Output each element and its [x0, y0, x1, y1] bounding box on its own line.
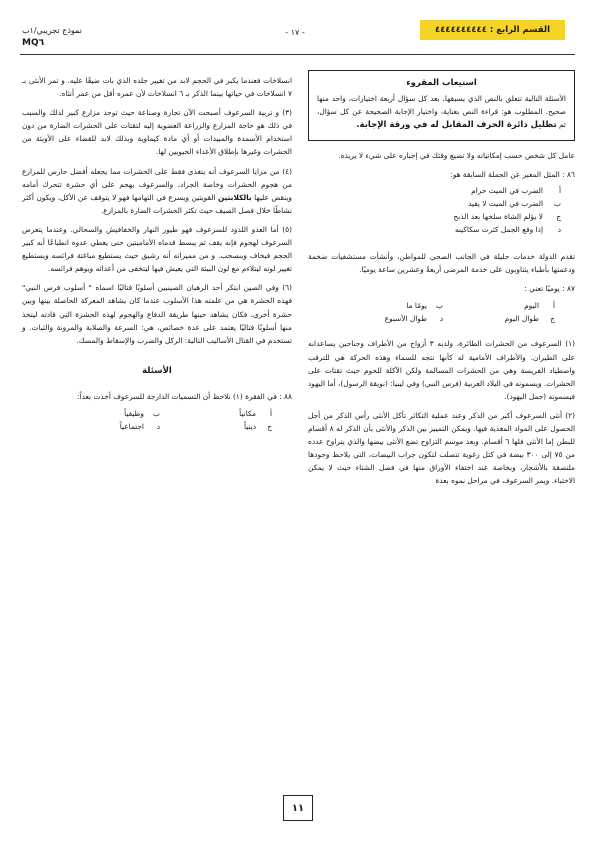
- q87-options: [308, 299, 575, 325]
- option-letter[interactable]: أ: [552, 301, 555, 311]
- paragraph-4: [22, 165, 292, 217]
- paragraph-4-bold-word: بالكلابتين: [218, 192, 252, 202]
- instructions-text: الأسئلة التالية تتعلق بالنص الذي يسبقها، بعد كل سؤال أربعة اختيارات، واحد منها صحيح. المطلوب هو: قراءة النص بعناية، واختيار الإجابة الصحيحة عن كل سؤال، ثم: [317, 94, 566, 130]
- paragraph-4-end: القويتين ويسرع في التهامها فهو لا يتوقف عن الأكل، ويكون أكثر نشاطًا خلال فصل الصيف حيث تكثر الحشرات الضارة بالمزارع.: [22, 192, 292, 215]
- model-label: نموذج تجريبي/١ب: [22, 26, 82, 35]
- option-text[interactable]: مكانياً: [239, 408, 256, 418]
- option-text[interactable]: دينياً: [243, 422, 256, 432]
- paragraph-2-continued: انسلاخات فعندما يكبر في الحجم لابد من تغيير جلده الذي بات ضيقًا عليه. و تمر الأنثى بـ ٧ انسلاخات في حياتها بينما الذكر بـ ٦ انسلاخات لأن عمره أقل من عمر أنثاه.: [22, 76, 292, 99]
- option-letter[interactable]: ج: [556, 211, 561, 221]
- option-text[interactable]: وظيفياً: [124, 408, 144, 418]
- q86-options: [308, 184, 575, 236]
- paragraph-3: (٣) و تربية السرعوف أصبحت الآن تجارة وصناعة حيث توجد مزارع كبير لذلك والسبب في ذلك هو حاجة المزارع والزراعة العضوية إليه لتقتات على الحشرات الضارة من دون استخدام الأسمدة والمبيدات أو أي مادة كيماوية وبذلك لابد للقضاء على الأوبئة من الحشرات وغيرها بإطلاق الأعداء الحيويين لها.: [22, 108, 292, 157]
- q88-options: [22, 407, 292, 433]
- option-letter[interactable]: د: [439, 314, 443, 324]
- option-text[interactable]: اجتماعياً: [119, 422, 144, 432]
- option-letter[interactable]: ج: [550, 314, 555, 324]
- option-letter[interactable]: ب: [436, 301, 443, 311]
- option-letter[interactable]: أ: [269, 408, 272, 418]
- option-letter[interactable]: د: [557, 224, 561, 234]
- header-divider: [20, 54, 575, 55]
- paragraph-2: (٢) أنثى السرعوف أكبر من الذكر وعند عملية التكاثر تأكل الأنثى رأس الذكر من أجل الحصول على المواد المغذية فيها. ويمكن التمييز بين الذكر والأنثى بأن الذكر له ٨ أقسام للبطن إما الأنثى فلها ٦ أقسام. وبعد موسم التزاوج تضع الأنثى بيضها والذي يتراوح عدده من ٧٥ إلى ٣٠٠ بيضة في كتل رغوية تتصلب لتكون جراب البيضات، التي يلاحظ وجودها ملتصقة بالأشجار، وبخاصة عند اختفاء الأوراق منها في فصل الشتاء حيث لا يمكن الاختباء. ويمر السرعوف في مراحل نموه بعدة: [308, 410, 576, 486]
- option-letter[interactable]: د: [156, 422, 160, 432]
- paragraph-6: (٦) وفي الصين ابتكر أحد الرهبان الصينيين أسلوبًا قتاليًا اسماه " أسلوب فرس النبي" فهذه الحشرة هي من علمته هذا الأسلوب عندما كان يشاهد المعركة الحاصلة بينها وبين حشرة أخرى، فكان يشاهد حينها طريقة الدفاع والهجوم لهذه الحشرة التي قادته ليتخذ منها أسلوبًا قتاليًا يعتمد على عدة خصائص، هي: السرعة والصلابة والمرونة والثبات. و تستخدم في القتال الأساليب التالية: الركل والضرب والإسقاط والمسك.: [22, 283, 292, 345]
- paragraph-1: (١) السرعوف من الحشرات الطائرة، ولديه ٣ أزواج من الأطراف وجناحين يساعدانه على الطيران. والأطراف الأمامية له كأنها تتجه للسماء وهذه الحركة هي للترقب واصطياد الفريسة وهي من الحشرات المسالمة ولكن الآكلة للحوم حيث تقتات على الحشرات. ويسمونه في البلاد العربية (فرس النبي) وفي ليبيا: (نويقة الرسول)، أما اليهود فيسمونه (جمل اليهود).: [308, 339, 575, 401]
- page-number: ١١: [283, 795, 313, 821]
- instructions-highlight: تظليل دائرة الحرف المقابل له في ورقة الإجابة.: [356, 120, 557, 131]
- exam-code-block: [22, 24, 142, 50]
- option-text[interactable]: اليوم: [524, 301, 539, 311]
- option-text[interactable]: لا يؤلم الشاة سلخها بعد الذبح: [453, 211, 543, 221]
- option-letter[interactable]: ج: [267, 422, 272, 432]
- right-column: [308, 70, 575, 493]
- left-column: [22, 74, 292, 439]
- instructions-title: استيعاب المقروء: [406, 78, 477, 88]
- paragraph-5: (٥) أما العدو اللدود للسرعوف فهو طيور النهار والخفافيش والسحالي. وعندما يتعرض السرعوف لهجوم فإنه يقف ثم يبسط قدماه الأماميتين حتى يعطي عدوه انطباعًا أنه كبير الحجم فيخاف وينسحب. و من مميزاته أنه رشيق حيث يستطيع مباغتة فرائسه ويستطيع تغيير لونه ليتلاءم مع لون البيئة التي يعيش فيها ليتخفى من أعدائه ويوهم فرائسه.: [22, 224, 292, 274]
- option-letter[interactable]: ب: [554, 198, 561, 208]
- option-text[interactable]: طوال الأسبوع: [384, 314, 427, 324]
- option-letter[interactable]: ب: [153, 408, 160, 418]
- health-passage: تقدم الدولة خدمات جليلة في الجانب الصحي للمواطن، وأنشأت مستشفيات ضخمة ودعمتها بأطباء يتناوبون على خدمة المرضى أربعةً وعشرين ساعة يوميًا.: [308, 251, 575, 275]
- page-marker: - ١٧ -: [285, 28, 305, 37]
- questions-title: الأسئلة: [142, 365, 172, 376]
- option-text[interactable]: طوال اليوم: [504, 314, 539, 324]
- instructions-box: [308, 70, 575, 141]
- option-text[interactable]: إذا وقع الجمل كثرت سكاكينه: [454, 224, 543, 234]
- option-text[interactable]: الضرب في الميت حرام: [471, 185, 543, 195]
- option-text[interactable]: يومًا ما: [406, 301, 427, 311]
- question-87: ٨٧ : يوميًا تعني :: [524, 284, 575, 294]
- section-label: القسم الرابع : ٤٤٤٤٤٤٤٤٤٤: [420, 20, 565, 40]
- exam-code: MQ٦: [22, 38, 45, 48]
- option-text[interactable]: الضرب في الميت لا يفيد: [467, 198, 543, 208]
- question-86: ٨٦ : المثل المعبر عن الجملة السابقة هو:: [450, 170, 575, 180]
- question-88: ٨٨ : في الفقرة (١) نلاحظ أن التسميات الدارجة للسرعوف أخذت بعداً:: [77, 391, 292, 401]
- proverb-passage: عامل كل شخص حسب إمكانياته ولا تضيع وقتك في إجباره على شيء لا يريده.: [338, 151, 575, 161]
- option-letter[interactable]: أ: [558, 185, 561, 195]
- paragraph-4-start: (٤) من مزايا السرعوف أنه يتغذى فقط على الحشرات مما يجعله أفضل حارس للمزارع من هجوم الحشرات وخاصة الجراد، والسرعوف يهجم على أي حشرة تتحرك أمامه وينقض عليها: [22, 166, 292, 202]
